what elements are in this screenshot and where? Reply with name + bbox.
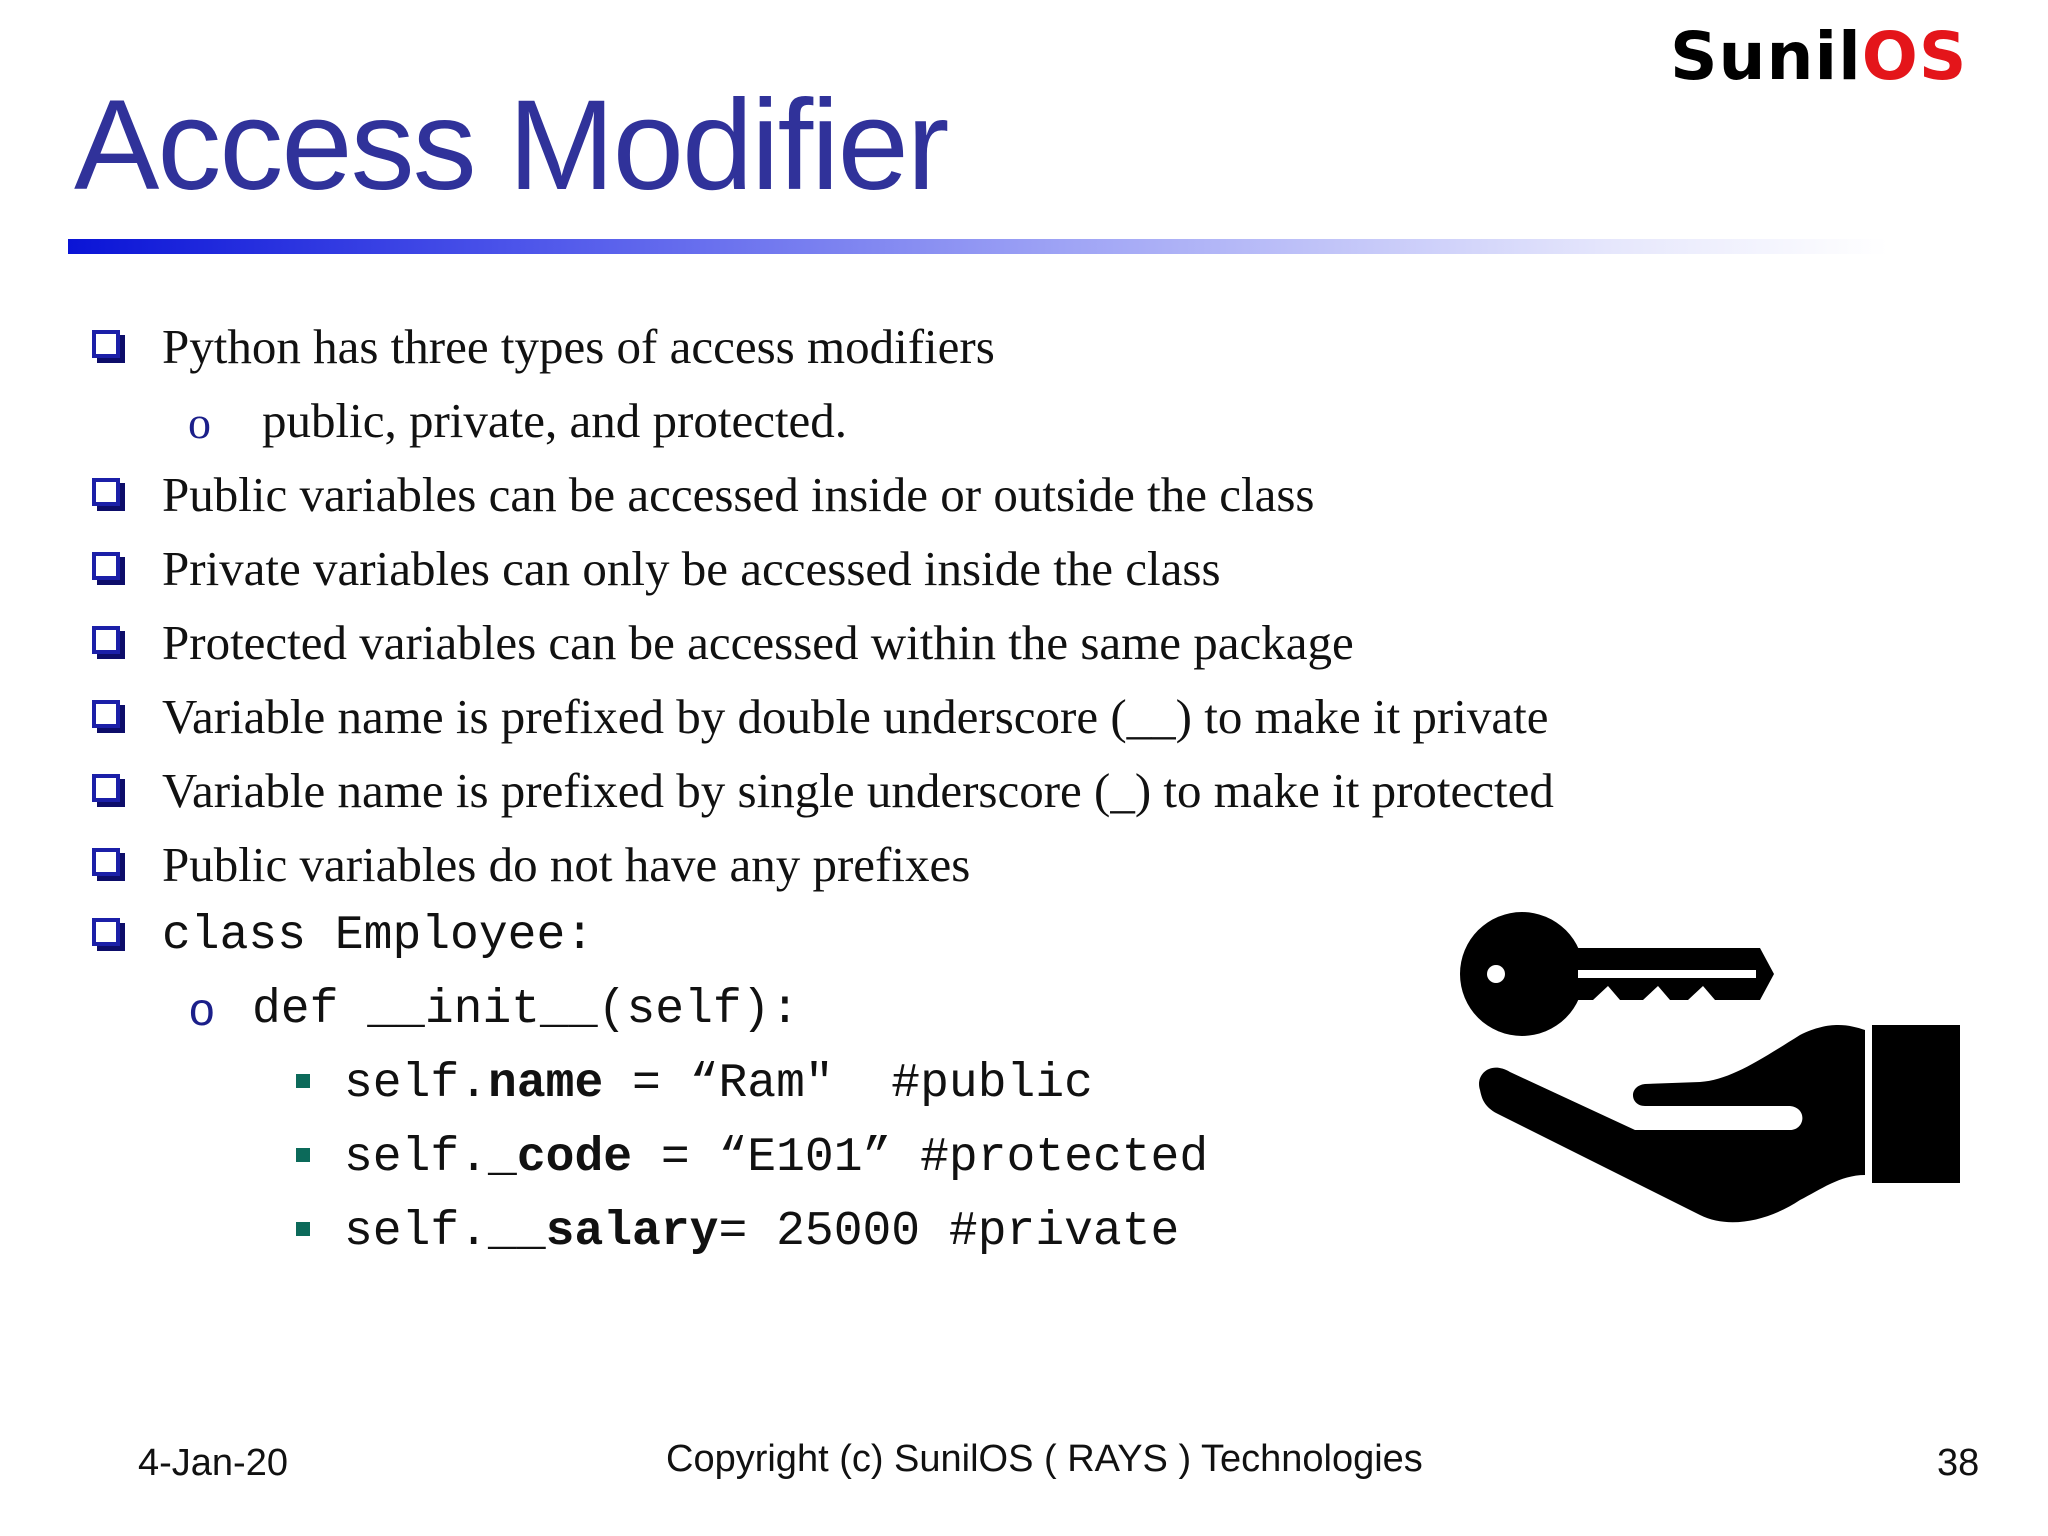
bullet-checkbox-icon: [92, 478, 120, 506]
code-self: self.: [344, 1057, 489, 1111]
bullet-checkbox-icon: [92, 626, 120, 654]
bullet-checkbox-icon: [92, 918, 120, 946]
code-self: self.: [344, 1131, 489, 1185]
code-self: self.: [344, 1205, 489, 1259]
code-attr-name: name: [488, 1057, 604, 1111]
bullet-text: Variable name is prefixed by single underscore (_) to make it protected: [162, 763, 1554, 818]
bullet-text: Private variables can only be accessed inside the class: [162, 541, 1221, 596]
code-class-line: class Employee:: [162, 909, 595, 963]
hand-holding-key-icon: [1460, 900, 1960, 1230]
footer-copyright: Copyright (c) SunilOS ( RAYS ) Technologies: [666, 1438, 1423, 1480]
code-def-line: def __init__(self):: [252, 983, 800, 1037]
sub-bullet-marker: o: [188, 987, 216, 1039]
bullet-text: Public variables can be accessed inside or outside the class: [162, 467, 1315, 522]
logo-text-os: OS: [1861, 18, 1968, 95]
square-bullet-icon: [296, 1222, 310, 1236]
title-underline: [68, 239, 1888, 254]
code-rest: = “Ram" #public: [603, 1057, 1093, 1111]
footer-date: 4-Jan-20: [138, 1442, 288, 1484]
code-attr-salary: __salary: [488, 1205, 719, 1259]
logo-text-sunil: Sunil: [1670, 18, 1862, 95]
bullet-checkbox-icon: [92, 700, 120, 728]
square-bullet-icon: [296, 1074, 310, 1088]
code-rest: = 25000 #private: [718, 1205, 1180, 1259]
bullet-text: Python has three types of access modifiers: [162, 319, 995, 374]
slide-title: Access Modifier: [74, 74, 948, 217]
code-line-private: [344, 1205, 1180, 1259]
bullet-checkbox-icon: [92, 330, 120, 358]
code-line-protected: [344, 1131, 1209, 1185]
footer-page-number: 38: [1937, 1442, 1980, 1484]
bullet-checkbox-icon: [92, 552, 120, 580]
bullet-text: Public variables do not have any prefixes: [162, 837, 971, 892]
code-rest: = “E101” #protected: [632, 1131, 1209, 1185]
bullet-text: Variable name is prefixed by double underscore (__) to make it private: [162, 689, 1549, 744]
bullet-checkbox-icon: [92, 774, 120, 802]
bullet-text: Protected variables can be accessed within the same package: [162, 615, 1354, 670]
code-line-public: [344, 1057, 1093, 1111]
sub-bullet-marker: o: [188, 397, 211, 448]
sunilos-logo: [1670, 18, 1968, 95]
code-attr-code: _code: [488, 1131, 633, 1185]
sub-bullet-text: public, private, and protected.: [262, 393, 848, 448]
bullet-checkbox-icon: [92, 848, 120, 876]
square-bullet-icon: [296, 1148, 310, 1162]
